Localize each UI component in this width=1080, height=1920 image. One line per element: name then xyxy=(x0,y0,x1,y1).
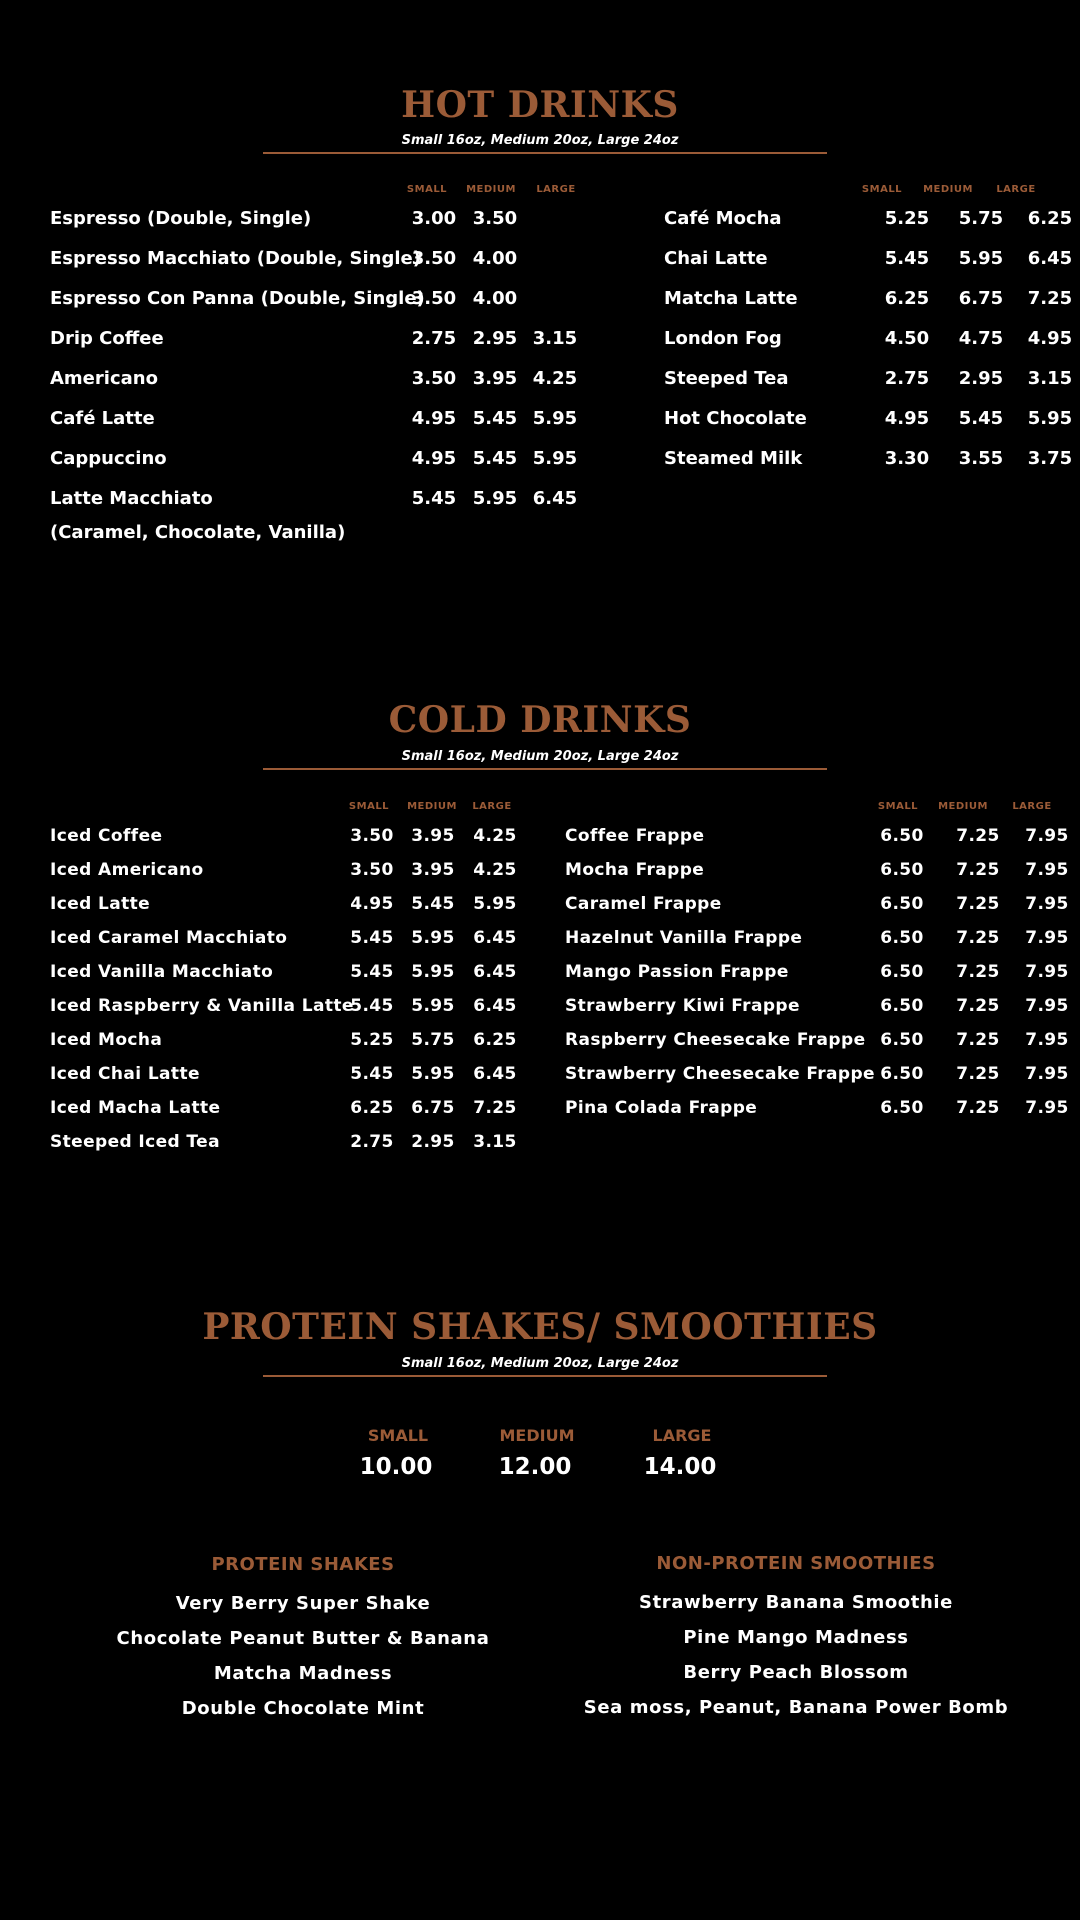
hot-right-header-medium: MEDIUM xyxy=(923,184,973,195)
menu-item-name: Strawberry Cheesecake Frappe xyxy=(565,1064,875,1084)
price-medium: 7.25 xyxy=(956,894,1000,914)
price-medium: 2.95 xyxy=(472,328,518,349)
price-small: 3.50 xyxy=(411,248,457,269)
price-small: 2.75 xyxy=(884,368,930,389)
shakes-divider xyxy=(263,1375,827,1377)
cold-left-header-large: LARGE xyxy=(472,801,512,812)
shake-size-medium-label: MEDIUM xyxy=(499,1426,575,1445)
cold-left-header-medium: MEDIUM xyxy=(407,801,457,812)
price-small: 2.75 xyxy=(411,328,457,349)
price-small: 2.75 xyxy=(350,1132,394,1152)
price-medium: 5.45 xyxy=(472,408,518,429)
menu-item-name: Espresso (Double, Single) xyxy=(50,208,312,229)
price-medium: 5.75 xyxy=(958,208,1004,229)
price-small: 4.95 xyxy=(411,448,457,469)
price-medium: 5.75 xyxy=(411,1030,455,1050)
price-medium: 6.75 xyxy=(958,288,1004,309)
protein-shake-item: Chocolate Peanut Butter & Banana xyxy=(116,1628,490,1649)
price-large: 6.25 xyxy=(473,1030,517,1050)
shake-size-large-price: 14.00 xyxy=(643,1454,717,1480)
cold-left-header-small: SMALL xyxy=(348,801,390,812)
price-small: 6.50 xyxy=(880,860,924,880)
price-small: 6.50 xyxy=(880,1030,924,1050)
cold-drinks-subtitle: Small 16oz, Medium 20oz, Large 24oz xyxy=(401,749,679,764)
price-large: 3.15 xyxy=(1027,368,1073,389)
price-large: 4.25 xyxy=(473,860,517,880)
price-small: 6.50 xyxy=(880,1064,924,1084)
price-medium: 7.25 xyxy=(956,996,1000,1016)
menu-item-name: Steamed Milk xyxy=(664,448,803,469)
price-large: 7.95 xyxy=(1025,1030,1069,1050)
price-small: 5.45 xyxy=(884,248,930,269)
price-large: 7.95 xyxy=(1025,928,1069,948)
cold-drinks-title: COLD DRINKS xyxy=(388,699,692,741)
menu-item-name: Hazelnut Vanilla Frappe xyxy=(565,928,803,948)
price-large: 3.15 xyxy=(473,1132,517,1152)
menu-item-name: Raspberry Cheesecake Frappe xyxy=(565,1030,866,1050)
price-medium: 7.25 xyxy=(956,1098,1000,1118)
smoothie-item: Sea moss, Peanut, Banana Power Bomb xyxy=(583,1697,1009,1718)
cold-right-header-medium: MEDIUM xyxy=(938,801,988,812)
price-small: 5.25 xyxy=(350,1030,394,1050)
menu-item-name: Espresso Con Panna (Double, Single) xyxy=(50,288,425,309)
price-medium: 3.95 xyxy=(411,860,455,880)
menu-item-name: Drip Coffee xyxy=(50,328,164,349)
menu-item-name: Cappuccino xyxy=(50,448,167,469)
price-small: 3.50 xyxy=(350,826,394,846)
price-large: 3.15 xyxy=(532,328,578,349)
menu-item-name: London Fog xyxy=(664,328,782,349)
shakes-subtitle: Small 16oz, Medium 20oz, Large 24oz xyxy=(401,1356,679,1371)
price-large: 7.95 xyxy=(1025,1098,1069,1118)
hot-right-header-large: LARGE xyxy=(996,184,1036,195)
shake-size-large-label: LARGE xyxy=(652,1426,712,1445)
price-small: 6.50 xyxy=(880,894,924,914)
price-medium: 5.95 xyxy=(411,996,455,1016)
price-small: 5.25 xyxy=(884,208,930,229)
price-small: 3.50 xyxy=(350,860,394,880)
price-small: 5.45 xyxy=(350,996,394,1016)
menu-item-name: Pina Colada Frappe xyxy=(565,1098,758,1118)
price-medium: 3.55 xyxy=(958,448,1004,469)
price-large: 6.45 xyxy=(473,928,517,948)
price-large: 4.95 xyxy=(1027,328,1073,349)
price-large: 7.25 xyxy=(473,1098,517,1118)
hot-left-header-large: LARGE xyxy=(536,184,576,195)
price-large: 7.95 xyxy=(1025,962,1069,982)
menu-item-name: Iced Macha Latte xyxy=(50,1098,221,1118)
menu-item-name: Americano xyxy=(50,368,158,389)
hot-left-header-medium: MEDIUM xyxy=(466,184,516,195)
protein-shake-item: Double Chocolate Mint xyxy=(181,1698,425,1719)
hot-right-header-small: SMALL xyxy=(861,184,903,195)
price-small: 6.25 xyxy=(350,1098,394,1118)
price-medium: 7.25 xyxy=(956,826,1000,846)
price-medium: 5.95 xyxy=(411,1064,455,1084)
hot-left-header-small: SMALL xyxy=(406,184,448,195)
price-small: 6.50 xyxy=(880,962,924,982)
hot-drinks-subtitle: Small 16oz, Medium 20oz, Large 24oz xyxy=(401,133,679,148)
price-small: 6.50 xyxy=(880,826,924,846)
menu-item-name: Iced Americano xyxy=(50,860,204,880)
price-large: 5.95 xyxy=(532,408,578,429)
smoothie-item: Berry Peach Blossom xyxy=(683,1662,909,1683)
menu-item-name: Iced Mocha xyxy=(50,1030,163,1050)
price-large: 7.95 xyxy=(1025,996,1069,1016)
price-small: 3.00 xyxy=(411,208,457,229)
price-large: 5.95 xyxy=(473,894,517,914)
price-medium: 5.95 xyxy=(411,962,455,982)
smoothie-item: Strawberry Banana Smoothie xyxy=(639,1592,953,1613)
price-medium: 5.95 xyxy=(411,928,455,948)
price-medium: 5.45 xyxy=(472,448,518,469)
price-large: 6.45 xyxy=(473,1064,517,1084)
menu-item-name: Iced Raspberry & Vanilla Latte xyxy=(50,996,354,1016)
menu-item-name: Iced Caramel Macchiato xyxy=(50,928,288,948)
shake-size-medium-price: 12.00 xyxy=(498,1454,572,1480)
menu-item-name: Steeped Iced Tea xyxy=(50,1132,220,1152)
menu-item-name: Café Mocha xyxy=(664,208,782,229)
menu-item-name: Mocha Frappe xyxy=(565,860,705,880)
price-large: 7.95 xyxy=(1025,894,1069,914)
price-large: 6.45 xyxy=(473,962,517,982)
price-small: 5.45 xyxy=(411,488,457,509)
price-medium: 3.50 xyxy=(472,208,518,229)
price-medium: 4.00 xyxy=(472,248,518,269)
menu-item-name: Matcha Latte xyxy=(664,288,798,309)
price-small: 3.30 xyxy=(884,448,930,469)
price-medium: 7.25 xyxy=(956,1064,1000,1084)
price-medium: 7.25 xyxy=(956,928,1000,948)
price-medium: 5.45 xyxy=(958,408,1004,429)
price-small: 5.45 xyxy=(350,928,394,948)
menu-item-name: Latte Macchiato xyxy=(50,488,213,509)
price-small: 6.50 xyxy=(880,1098,924,1118)
shake-size-small-price: 10.00 xyxy=(359,1454,433,1480)
menu-item-name: Steeped Tea xyxy=(664,368,789,389)
price-small: 3.50 xyxy=(411,368,457,389)
price-medium: 5.45 xyxy=(411,894,455,914)
menu-item-name: Iced Vanilla Macchiato xyxy=(50,962,274,982)
price-large: 4.25 xyxy=(532,368,578,389)
price-small: 4.95 xyxy=(884,408,930,429)
protein-shake-item: Matcha Madness xyxy=(213,1663,393,1684)
protein-shakes-heading: PROTEIN SHAKES xyxy=(211,1554,395,1575)
price-large: 7.95 xyxy=(1025,826,1069,846)
cold-divider xyxy=(263,768,827,770)
cold-right-header-large: LARGE xyxy=(1012,801,1052,812)
price-small: 6.50 xyxy=(880,996,924,1016)
price-large: 6.45 xyxy=(532,488,578,509)
price-large: 7.25 xyxy=(1027,288,1073,309)
price-small: 3.50 xyxy=(411,288,457,309)
menu-item-name: Iced Chai Latte xyxy=(50,1064,200,1084)
protein-shake-item: Very Berry Super Shake xyxy=(175,1593,431,1614)
price-medium: 4.00 xyxy=(472,288,518,309)
price-medium: 3.95 xyxy=(411,826,455,846)
price-large: 6.45 xyxy=(473,996,517,1016)
menu-item-name: Coffee Frappe xyxy=(565,826,705,846)
menu-item-name: Iced Latte xyxy=(50,894,151,914)
price-large: 7.95 xyxy=(1025,1064,1069,1084)
smoothie-item: Pine Mango Madness xyxy=(683,1627,909,1648)
cold-right-header-small: SMALL xyxy=(877,801,919,812)
price-large: 5.95 xyxy=(532,448,578,469)
price-small: 4.95 xyxy=(350,894,394,914)
price-small: 6.50 xyxy=(880,928,924,948)
price-medium: 7.25 xyxy=(956,860,1000,880)
menu-item-name: Espresso Macchiato (Double, Single) xyxy=(50,248,421,269)
price-medium: 7.25 xyxy=(956,1030,1000,1050)
price-large: 4.25 xyxy=(473,826,517,846)
price-large: 7.95 xyxy=(1025,860,1069,880)
menu-item-name: Strawberry Kiwi Frappe xyxy=(565,996,800,1016)
menu-item-name: Caramel Frappe xyxy=(565,894,722,914)
price-small: 4.95 xyxy=(411,408,457,429)
latte-macchiato-flavors: (Caramel, Chocolate, Vanilla) xyxy=(50,522,346,543)
hot-drinks-title: HOT DRINKS xyxy=(401,84,679,126)
price-medium: 5.95 xyxy=(472,488,518,509)
shakes-title: PROTEIN SHAKES/ SMOOTHIES xyxy=(202,1306,878,1348)
menu-item-name: Iced Coffee xyxy=(50,826,163,846)
price-medium: 6.75 xyxy=(411,1098,455,1118)
price-medium: 7.25 xyxy=(956,962,1000,982)
menu-item-name: Café Latte xyxy=(50,408,155,429)
price-medium: 5.95 xyxy=(958,248,1004,269)
price-medium: 4.75 xyxy=(958,328,1004,349)
price-medium: 2.95 xyxy=(411,1132,455,1152)
menu-item-name: Chai Latte xyxy=(664,248,768,269)
price-small: 4.50 xyxy=(884,328,930,349)
menu-item-name: Mango Passion Frappe xyxy=(565,962,789,982)
price-large: 3.75 xyxy=(1027,448,1073,469)
price-small: 6.25 xyxy=(884,288,930,309)
price-large: 6.25 xyxy=(1027,208,1073,229)
price-medium: 3.95 xyxy=(472,368,518,389)
price-large: 6.45 xyxy=(1027,248,1073,269)
shake-size-small-label: SMALL xyxy=(367,1426,429,1445)
menu-item-name: Hot Chocolate xyxy=(664,408,807,429)
price-large: 5.95 xyxy=(1027,408,1073,429)
price-small: 5.45 xyxy=(350,962,394,982)
non-protein-smoothies-heading: NON-PROTEIN SMOOTHIES xyxy=(656,1553,936,1574)
price-medium: 2.95 xyxy=(958,368,1004,389)
hot-divider xyxy=(263,152,827,154)
price-small: 5.45 xyxy=(350,1064,394,1084)
